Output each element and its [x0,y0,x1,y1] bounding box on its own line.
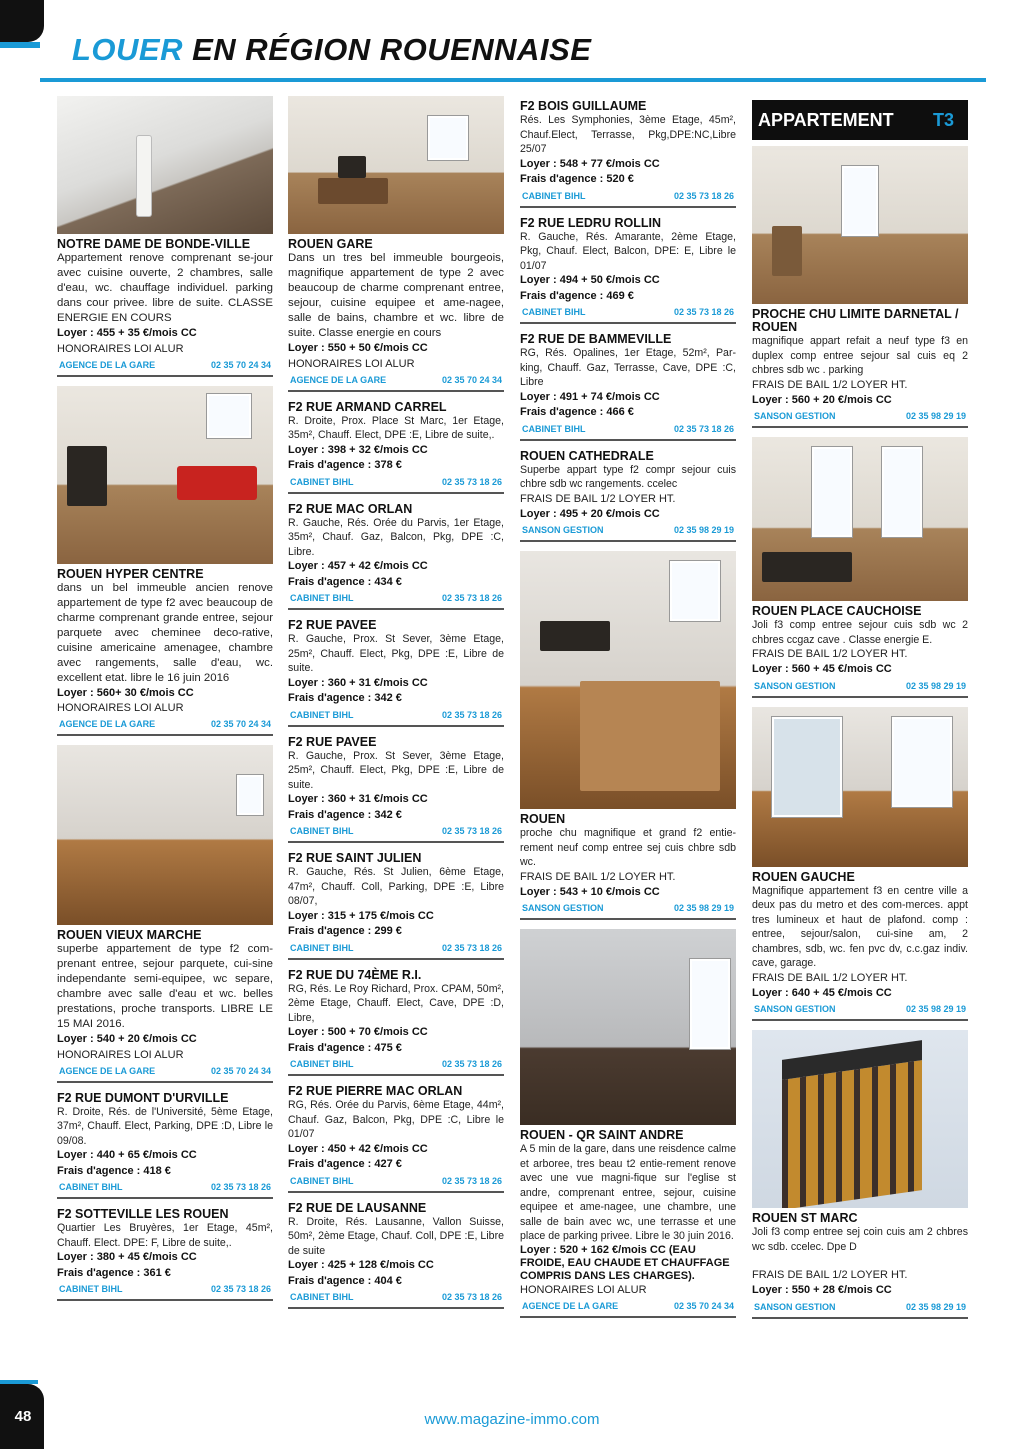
listing-contact [288,825,504,837]
agency-name: CABINET BIHL [522,423,586,434]
listing-contact [520,902,736,914]
listing-contact [57,718,273,730]
listing-fees: Frais d'agence : 404 € [288,1274,402,1287]
listing-description: Dans un tres bel immeuble bourgeois, magnifique appartement de type 2 avec beaucoup de charme comprenant entree, sejour, cuisine equipee et ame-nagee, salle de bains, chambre et wc. libre de suite. Classe energie en cours [288,252,504,339]
website-link[interactable]: www.magazine-immo.com [424,1411,600,1428]
listing-fees: Frais d'agence : 427 € [288,1158,402,1170]
listing-contact [288,374,504,386]
listing-description: proche chu magnifique et grand f2 entie-rement neuf comp entree sej cuis chbre sdb wc. [520,827,736,868]
listing-contact [57,359,273,371]
listing-title: ROUEN - QR SAINT ANDRE [520,1128,684,1142]
listing-note: HONORAIRES LOI ALUR [57,1048,184,1061]
listing-title: F2 RUE PIERRE MAC ORLAN [288,1084,463,1098]
listing-description: Magnifique appartement f3 en centre ville a deux pas du metro et des com-merces. appt tres lumineux et haut de plafond. comp : entree, sejour/salon, cui-sine am, 2 chambres, sdb, wc. fen pvc dv, c.c.gaz indiv. cave, garage. [752,884,968,969]
category-label: APPARTEMENT [758,109,894,130]
agency-phone[interactable]: 02 35 98 29 19 [905,680,966,691]
agency-name: CABINET BIHL [290,1292,354,1302]
listing-description: R. Gauche, Rés. St Julien, 6ème Etage, 47m², Chauff. Coll, Parking, DPE :E, Libre 08/07, [288,866,504,907]
agency-phone[interactable]: 02 35 73 18 26 [673,423,734,434]
listing-card [520,333,736,441]
listing-description: Quartier Les Bruyères, 1er Etage, 45m², Chauff. Elect. DPE: F, Libre de suite,. [57,1222,273,1249]
listing-rent: Loyer : 398 + 32 €/mois CC [288,443,428,456]
listing-description: RG, Rés. Opalines, 1er Etage, 52m², Par-king, Chauff. Gaz, Terrasse, Cave, DPE :C, Libre [520,347,736,388]
agency-phone[interactable]: 02 35 70 24 34 [441,374,502,385]
listing-card [288,852,504,960]
listing-fees: Frais d'agence : 469 € [520,289,634,302]
listing-title: F2 RUE SAINT JULIEN [288,851,422,865]
listing-rent: Loyer : 543 + 10 €/mois CC [520,885,660,898]
listing-contact [57,1283,273,1295]
listing-card [520,1129,736,1318]
agency-name: CABINET BIHL [290,1059,354,1069]
listing-rent: Loyer : 425 + 128 €/mois CC [288,1259,434,1271]
listing-card [520,450,736,543]
listing-fees: Frais d'agence : 418 € [57,1164,171,1177]
listing-contact [520,1300,736,1312]
listing-fees: Frais d'agence : 361 € [57,1266,171,1279]
agency-phone[interactable]: 02 35 73 18 26 [210,1182,271,1192]
listing-rent: Loyer : 455 + 35 €/mois CC [57,327,197,339]
agency-phone[interactable]: 02 35 98 29 19 [905,1301,966,1312]
listing-rent: Loyer : 360 + 31 €/mois CC [288,793,428,805]
listing-photo [288,96,504,234]
listing-photo [57,386,273,564]
listing-rent: Loyer : 548 + 77 €/mois CC [520,157,660,170]
listing-rent: Loyer : 560 + 20 €/mois CC [752,393,892,406]
agency-name: SANSON GESTION [522,525,604,535]
listing-note: HONORAIRES LOI ALUR [57,702,184,714]
agency-phone[interactable]: 02 35 98 29 19 [905,411,966,421]
listing-card [752,871,968,1022]
listing-title: ROUEN PLACE CAUCHOISE [752,604,922,618]
listing-card [752,308,968,428]
header-rule [40,78,986,82]
listing-title: F2 RUE DE LAUSANNE [288,1200,427,1215]
listing-card [288,1202,504,1310]
listing-description: dans un bel immeuble ancien renove appartement de type f2 avec beaucoup de charme comprenant grande entree, sejour parquete avec cheminee deco-rative, cuisine americaine amenagee, chambre avec rangements, salle d'eau, wc. excellent etat. libre le 16 juin 2016 [57,581,273,684]
listing-title: ROUEN GAUCHE [752,869,855,884]
column-2 [288,96,504,1318]
listing-rent: Loyer : 560 + 45 €/mois CC [752,663,892,675]
listing-fees: Frais d'agence : 299 € [288,925,402,937]
listing-description: magnifique appart refait a neuf type f3 en duplex comp entree sejour sal cuis eq 2 chbres sdb wc . parking [752,335,968,376]
listing-contact [752,1301,968,1313]
listing-rent: Loyer : 495 + 20 €/mois CC [520,507,660,520]
agency-name: CABINET BIHL [290,476,354,487]
agency-name: AGENCE DE LA GARE [59,719,156,729]
listing-description: Rés. Les Symphonies, 3ème Etage, 45m², Chauf.Elect, Terrasse, Pkg,DPE:NC,Libre 25/07 [520,114,736,155]
page-number: 48 [0,1384,44,1449]
listing-note: FRAIS DE BAIL 1/2 LOYER HT. [520,492,676,505]
listing-contact [57,1181,273,1193]
listing-card [288,1085,504,1193]
agency-name: SANSON GESTION [754,680,836,691]
listing-title: F2 RUE PAVEE [288,734,377,749]
listing-rent: Loyer : 560+ 30 €/mois CC [57,686,194,699]
listing-title: NOTRE DAME DE BONDE-VILLE [57,237,251,251]
listing-description: R. Droite, Rés. de l'Université, 5ème Etage, 37m², Chauff. Elect, Parking, DPE :D, Libre le 09/08. [57,1105,273,1147]
listing-photo [752,1030,968,1208]
category-type: T3 [932,109,954,130]
listing-note: FRAIS DE BAIL 1/2 LOYER HT. [752,378,908,391]
listing-card [288,238,504,392]
agency-phone[interactable]: 02 35 73 18 26 [673,190,734,201]
agency-name: CABINET BIHL [290,942,354,953]
listing-photo [57,96,273,234]
agency-name: SANSON GESTION [522,903,604,913]
listing-contact [752,1003,968,1015]
listing-contact [520,306,736,318]
listing-description: R. Gauche, Prox. St Sever, 3ème Etage, 25m², Chauff. Elect, Pkg, DPE :E, Libre de suite. [288,633,504,674]
listing-card [520,100,736,208]
column-3 [520,96,736,1327]
listing-title: ROUEN VIEUX MARCHE [57,928,202,942]
listing-fees: Frais d'agence : 466 € [520,406,634,418]
listing-contact [288,1175,504,1187]
listing-card [288,503,504,611]
agency-phone[interactable]: 02 35 73 18 26 [441,942,502,953]
listing-rent: Loyer : 520 + 162 €/mois CC (EAU FROIDE, EAU CHAUDE ET CHAUFFAGE COMPRIS DANS LES CHARGES). [520,1243,730,1282]
agency-name: CABINET BIHL [522,190,586,201]
listing-contact [520,190,736,202]
agency-phone[interactable]: 02 35 73 18 26 [441,1175,502,1186]
listing-contact [288,1058,504,1070]
listing-rent: Loyer : 640 + 45 €/mois CC [752,986,892,999]
listing-contact [520,423,736,435]
listing-card [57,1092,273,1200]
category-banner [752,100,968,140]
listing-contact [57,1065,273,1077]
listing-description: R. Gauche, Rés. Orée du Parvis, 1er Etage, 35m², Chauf. Gaz, Balcon, Pkg, DPE :C, Libre. [288,516,504,558]
listing-rent: Loyer : 450 + 42 €/mois CC [288,1142,428,1155]
listing-card [752,1212,968,1319]
listing-rent: Loyer : 315 + 175 €/mois CC [288,909,434,922]
listing-description: Appartement renove comprenant se-jour avec cuisine ouverte, 2 chambres, salle d'eau, wc. chauffage individuel. parking dans cour privee. libre de suite. CLASSE ENERGIE EN COURS [57,252,273,324]
listing-contact [520,524,736,536]
listing-rent: Loyer : 440 + 65 €/mois CC [57,1149,197,1161]
listing-photo [752,437,968,601]
listing-rent: Loyer : 550 + 28 €/mois CC [752,1284,892,1296]
agency-name: CABINET BIHL [522,307,586,317]
listing-note: FRAIS DE BAIL 1/2 LOYER HT. [520,870,676,883]
listing-title: F2 RUE PAVEE [288,618,377,632]
listing-title: ROUEN [520,812,566,826]
listing-card [57,1208,273,1301]
listing-contact [288,1291,504,1303]
listing-note: HONORAIRES LOI ALUR [57,342,184,355]
agency-name: SANSON GESTION [754,1004,836,1014]
listing-rent: Loyer : 494 + 50 €/mois CC [520,274,660,286]
agency-phone[interactable]: 02 35 70 24 34 [210,1065,271,1076]
listing-title: F2 RUE LEDRU ROLLIN [520,215,661,230]
agency-phone[interactable]: 02 35 73 18 26 [441,593,502,603]
listing-contact [288,709,504,721]
listing-note: FRAIS DE BAIL 1/2 LOYER HT. [752,971,908,984]
listing-title: F2 RUE DUMONT D'URVILLE [57,1090,229,1105]
listing-description: Joli f3 comp entree sej coin cuis am 2 chbres wc sdb. ccelec. Dpe D [752,1226,968,1253]
listing-rent: Loyer : 380 + 45 €/mois CC [57,1251,197,1263]
agency-name: CABINET BIHL [290,826,354,836]
listing-fees: Frais d'agence : 378 € [288,459,402,471]
agency-phone[interactable]: 02 35 73 18 26 [210,1284,271,1294]
agency-phone[interactable]: 02 35 98 29 19 [673,903,734,913]
listing-card [288,969,504,1077]
listing-title: ROUEN ST MARC [752,1211,858,1225]
listing-card [752,605,968,698]
listing-title: ROUEN HYPER CENTRE [57,566,204,581]
agency-phone[interactable]: 02 35 70 24 34 [210,359,271,370]
listing-title: F2 RUE DU 74ÈME R.I. [288,967,422,982]
agency-name: CABINET BIHL [59,1284,123,1294]
listing-fees: Frais d'agence : 342 € [288,692,402,704]
listing-photo [520,929,736,1125]
listing-card [288,401,504,494]
listing-note: HONORAIRES LOI ALUR [288,357,415,370]
listing-rent: Loyer : 360 + 31 €/mois CC [288,676,428,689]
listing-contact [752,680,968,692]
listing-description: RG, Rés. Le Roy Richard, Prox. CPAM, 50m², 2ème Etage, Chauff. Elect, Cave, DPE :D, Libre, [288,982,504,1024]
listing-card [520,813,736,920]
listing-note: FRAIS DE BAIL 1/2 LOYER HT. [752,648,908,660]
listing-description: R. Droite, Prox. Place St Marc, 1er Etage, 35m², Chauff. Elect, DPE :E, Libre de suite,. [288,414,504,441]
listing-description: R. Gauche, Rés. Amarante, 2ème Etage, Pkg, Chauf. Elect, Balcon, DPE: E, Libre le 01/07 [520,230,736,272]
listing-description: R. Gauche, Prox. St Sever, 3ème Etage, 25m², Chauff. Elect, Pkg, DPE :E, Libre de suite. [288,749,504,791]
agency-phone[interactable]: 02 35 73 18 26 [441,1292,502,1302]
listing-note: FRAIS DE BAIL 1/2 LOYER HT. [752,1269,908,1281]
listing-description: Joli f3 comp entree sejour cuis sdb wc 2 chbres ccgaz cave . Classe energie E. [752,619,968,646]
agency-name: SANSON GESTION [754,411,836,421]
listing-title: F2 RUE DE BAMMEVILLE [520,332,672,346]
listing-photo [752,146,968,304]
listing-rent: Loyer : 540 + 20 €/mois CC [57,1033,197,1045]
listing-title: F2 RUE ARMAND CARREL [288,399,447,414]
listing-rent: Loyer : 457 + 42 €/mois CC [288,560,428,572]
listing-photo [752,707,968,867]
listing-title: F2 SOTTEVILLE LES ROUEN [57,1207,229,1221]
agency-name: AGENCE DE LA GARE [59,1065,156,1076]
agency-name: AGENCE DE LA GARE [290,374,387,385]
listing-card [57,568,273,737]
listing-description: R. Droite, Rés. Lausanne, Vallon Suisse, 50m², 2ème Etage, Chauf. Coll, DPE :E, Libre de suite [288,1215,504,1257]
listing-title: F2 BOIS GUILLAUME [520,99,647,113]
listing-contact [752,410,968,422]
agency-phone[interactable]: 02 35 73 18 26 [441,709,502,720]
listing-contact [288,592,504,604]
page-header [72,32,591,68]
column-4 [752,96,968,1328]
agency-name: CABINET BIHL [59,1182,123,1192]
listing-fees: Frais d'agence : 475 € [288,1041,402,1054]
listing-rent: Loyer : 491 + 74 €/mois CC [520,390,660,403]
agency-phone[interactable]: 02 35 98 29 19 [673,525,734,535]
listing-fees: Frais d'agence : 434 € [288,575,402,588]
column-1 [57,96,273,1310]
listing-card [520,217,736,325]
listing-contact [288,476,504,488]
listing-photo [57,745,273,925]
agency-name: AGENCE DE LA GARE [59,359,156,370]
listing-description: RG, Rés. Orée du Parvis, 6ème Etage, 44m², Chauf. Gaz, Balcon, Pkg, DPE :C, Libre le 01/07 [288,1099,504,1140]
agency-phone[interactable]: 02 35 73 18 26 [441,476,502,487]
listing-card [288,619,504,727]
listing-fees: Frais d'agence : 520 € [520,173,634,185]
listing-fees: Frais d'agence : 342 € [288,808,402,821]
agency-phone[interactable]: 02 35 73 18 26 [441,1059,502,1069]
agency-phone[interactable]: 02 35 70 24 34 [210,719,271,729]
listing-title: PROCHE CHU LIMITE DARNETAL / ROUEN [752,307,959,334]
agency-name: AGENCE DE LA GARE [522,1300,619,1311]
agency-name: CABINET BIHL [290,1175,354,1186]
agency-phone[interactable]: 02 35 73 18 26 [673,307,734,317]
listing-card [288,736,504,844]
listing-contact [288,942,504,954]
listing-card [57,929,273,1083]
listing-rent: Loyer : 500 + 70 €/mois CC [288,1026,428,1038]
listing-card [57,238,273,377]
listing-rent: Loyer : 550 + 50 €/mois CC [288,342,428,354]
listing-description: A 5 min de la gare, dans une reisdence calme et arboree, tres beau t2 entie-rement renove avec une vue magni-fique sur l'eglise st andre, comprenant entree, sejour, cuisine equipee et ame-nagee, une chambre, une salle de bain avec wc, une terrasse et une place de parking privee. Libre le 30 juin 2016. [520,1143,736,1242]
agency-name: SANSON GESTION [754,1301,836,1312]
agency-phone[interactable]: 02 35 70 24 34 [673,1300,734,1311]
header-region: EN RÉGION ROUENNAISE [192,32,592,67]
listing-description: superbe appartement de type f2 com-prenant entree, sejour parquete, cui-sine independante semi-equipee, wc separe, chambre avec salle d'eau et wc. belles prestations, proche transports. LIBRE LE 15 MAI 2016. [57,943,273,1030]
agency-phone[interactable]: 02 35 98 29 19 [905,1004,966,1014]
listing-note: HONORAIRES LOI ALUR [520,1283,647,1296]
listing-description: Superbe appart type f2 compr sejour cuis chbre sdb wc rangements. ccelec [520,463,736,490]
listing-photo [520,551,736,809]
header-louer: LOUER [72,32,183,67]
agency-phone[interactable]: 02 35 73 18 26 [441,826,502,836]
listing-title: ROUEN CATHEDRALE [520,448,654,463]
listing-title: ROUEN GARE [288,237,373,251]
agency-name: CABINET BIHL [290,593,354,603]
corner-tab-top [0,0,44,42]
listing-title: F2 RUE MAC ORLAN [288,501,413,516]
agency-name: CABINET BIHL [290,709,354,720]
